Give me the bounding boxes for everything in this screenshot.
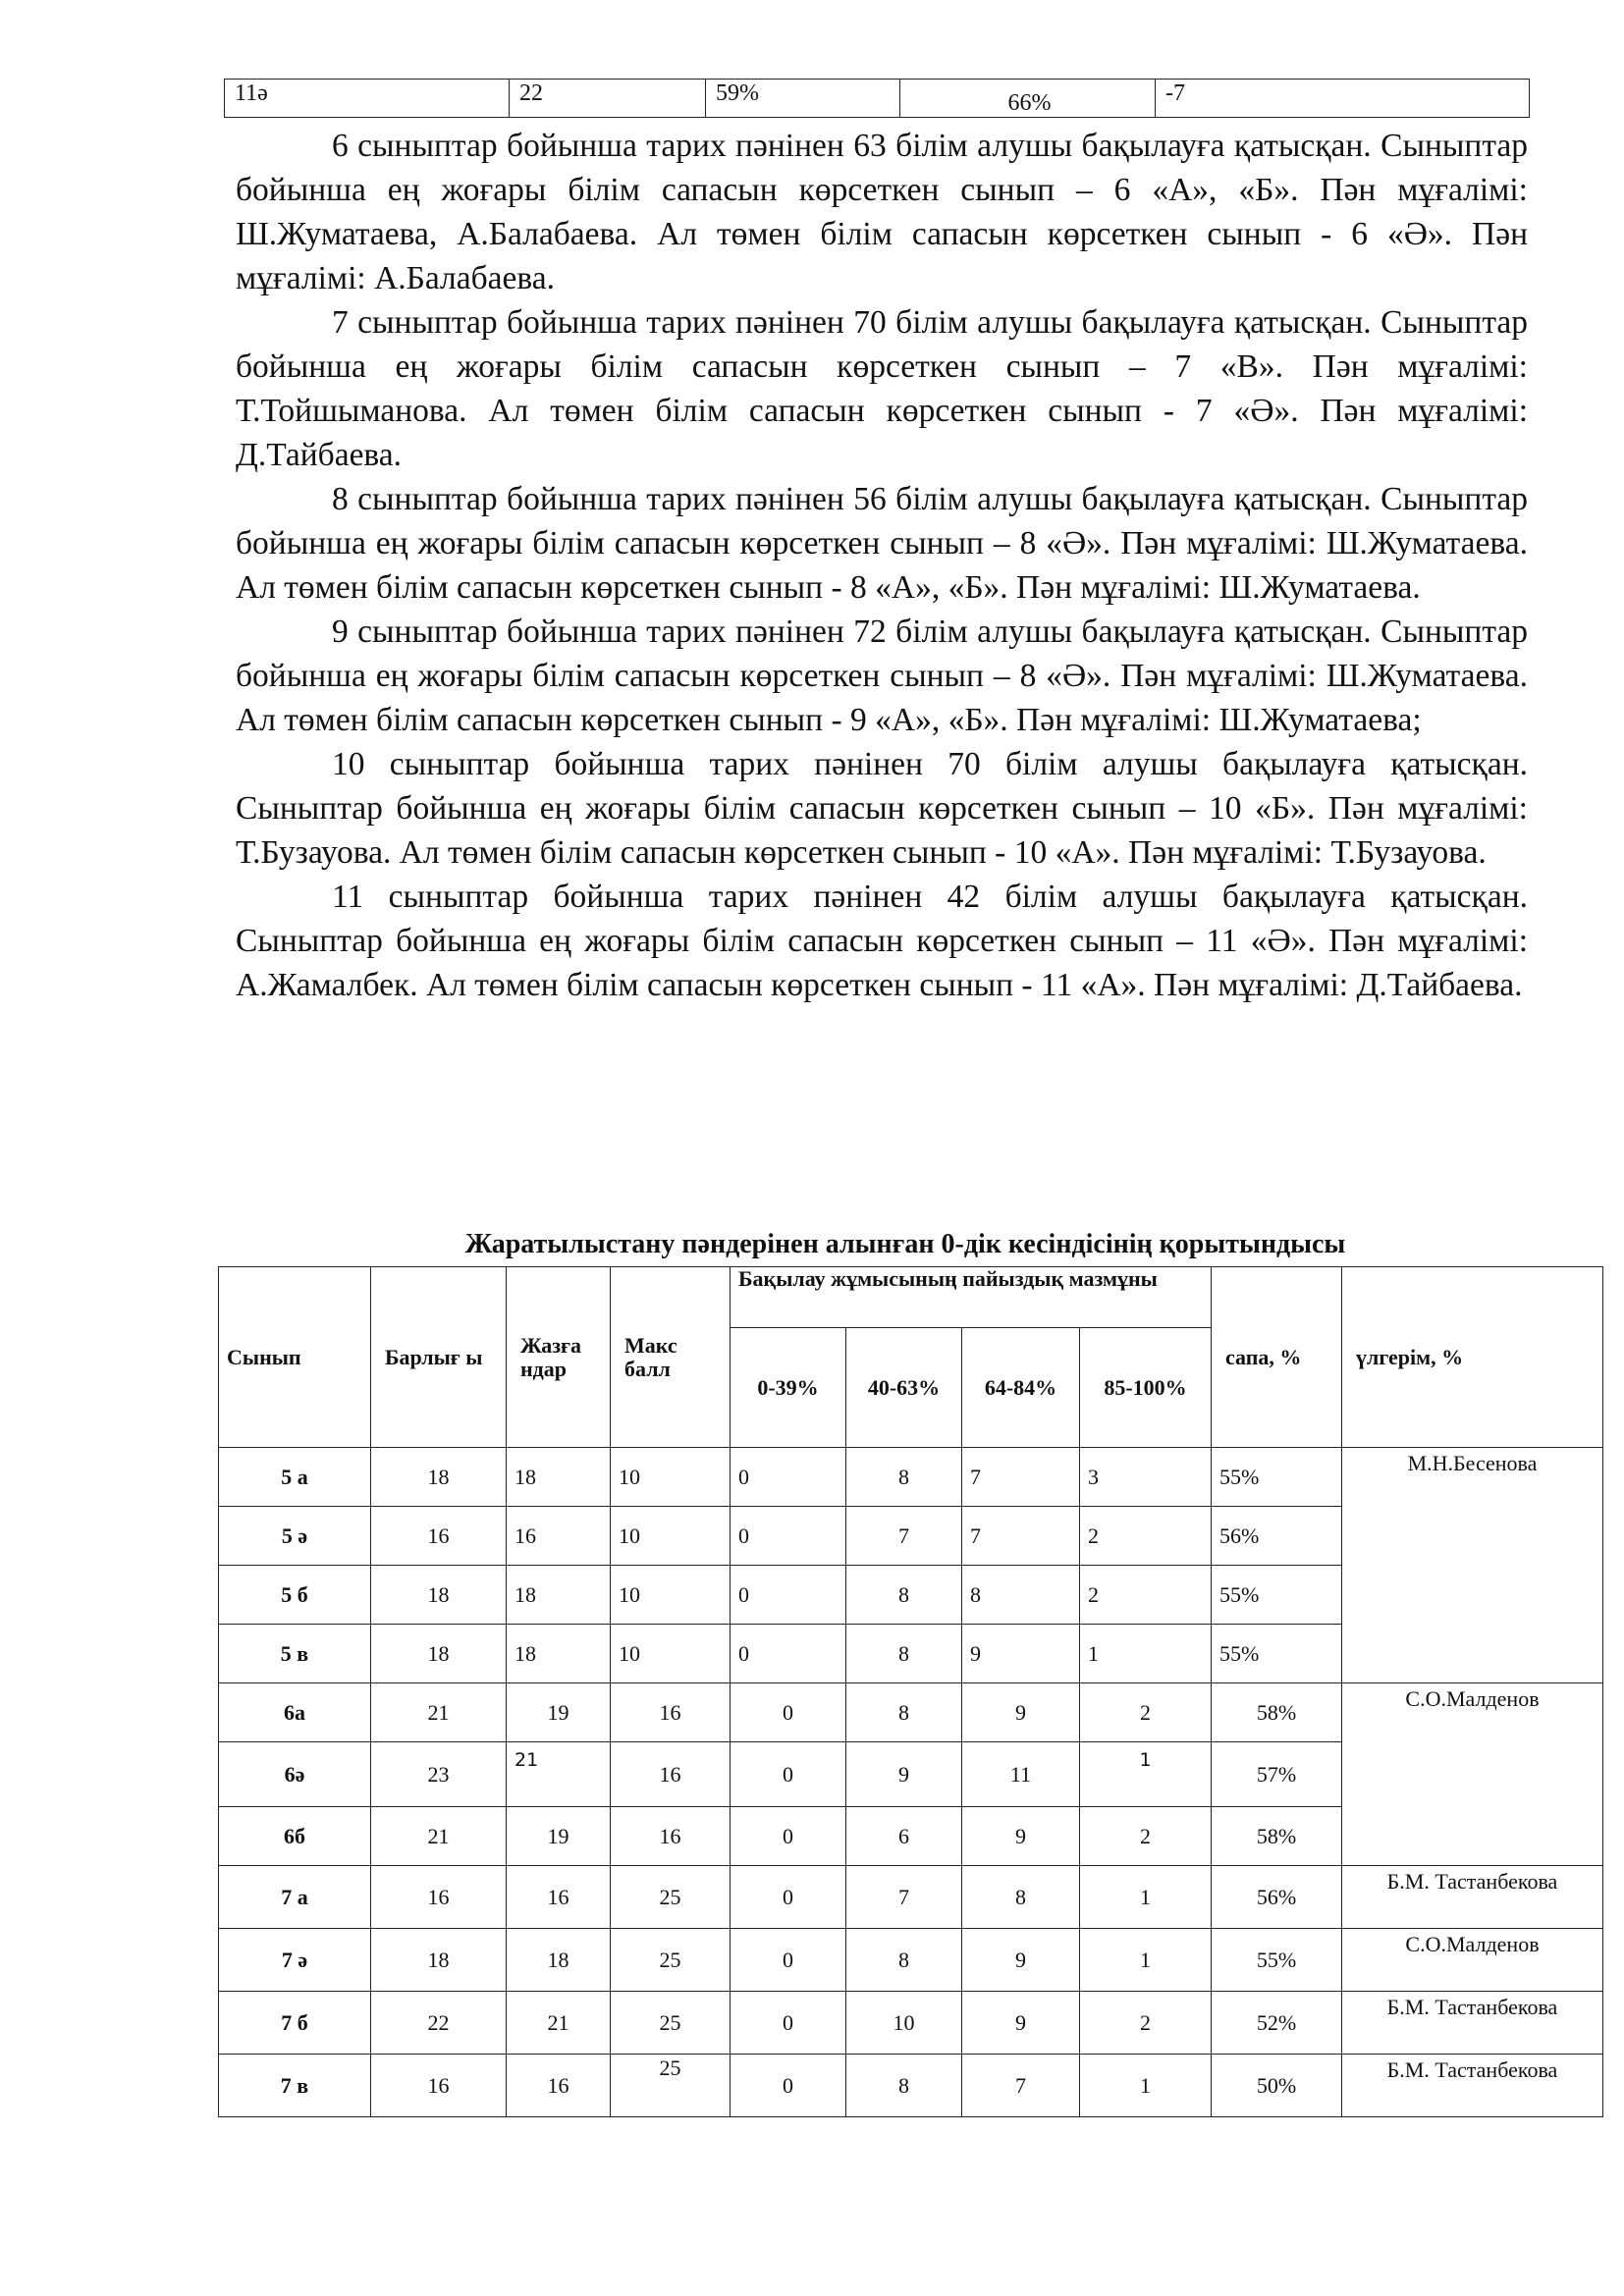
paragraph-grade-10: 10 сыныптар бойынша тарих пәнінен 70 білім алушы бақылауға қатысқан. Сыныптар бойынша ең жоғары білім сапасын көрсеткен сынып – 10 «Б». Пән мұғалімі: Т.Бузауова. Ал төмен білім сапасын көрсеткен сынып - 10 «А». Пән мұғалімі: Т.Бузауова. bbox=[236, 746, 1528, 871]
cell: 7 bbox=[962, 1507, 1080, 1566]
cell: 18 bbox=[507, 1448, 611, 1507]
cell: 7 bbox=[962, 2055, 1080, 2117]
cell: 0 bbox=[731, 1866, 846, 1929]
cell: 16 bbox=[371, 1866, 507, 1929]
cell: 23 bbox=[371, 1742, 507, 1807]
cell: 0 bbox=[731, 1929, 846, 1992]
cell: 2 bbox=[1080, 1566, 1212, 1625]
teacher-cell: С.О.Малденов bbox=[1342, 1683, 1603, 1866]
cell: 18 bbox=[371, 1929, 507, 1992]
cell: 0 bbox=[731, 1566, 846, 1625]
col-range: 0-39% bbox=[731, 1328, 846, 1448]
cell: 21 bbox=[371, 1807, 507, 1866]
table-row bbox=[219, 1929, 1603, 1992]
teacher-cell: С.О.Малденов bbox=[1342, 1929, 1603, 1992]
cell: 10 bbox=[611, 1625, 731, 1683]
cell-class: 7 б bbox=[219, 1992, 371, 2055]
table-row bbox=[219, 1992, 1603, 2055]
cell: 16 bbox=[611, 1807, 731, 1866]
cell: 6 bbox=[846, 1807, 962, 1866]
cell: 58% bbox=[1212, 1807, 1342, 1866]
previous-table-row bbox=[224, 79, 1530, 118]
cell: 2 bbox=[1080, 1992, 1212, 2055]
table-cell: 11ә bbox=[225, 80, 510, 118]
cell: 18 bbox=[507, 1929, 611, 1992]
cell: 1 bbox=[1080, 1929, 1212, 1992]
cell: 16 bbox=[507, 1507, 611, 1566]
cell: 10 bbox=[846, 1992, 962, 2055]
cell-class: 5 в bbox=[219, 1625, 371, 1683]
table-row bbox=[219, 1866, 1603, 1929]
col-wrote: Жазға ндар bbox=[507, 1267, 611, 1448]
cell: 9 bbox=[962, 1992, 1080, 2055]
cell: 21 bbox=[371, 1683, 507, 1742]
cell: 21 bbox=[507, 1742, 611, 1807]
cell-class: 5 б bbox=[219, 1566, 371, 1625]
cell: 0 bbox=[731, 1507, 846, 1566]
cell: 8 bbox=[962, 1866, 1080, 1929]
table-row bbox=[219, 1448, 1603, 1507]
paragraph-grade-7: 7 сыныптар бойынша тарих пәнінен 70 білім алушы бақылауға қатысқан. Сыныптар бойынша ең жоғары білім сапасын көрсеткен сынып – 7 «В». Пән мұғалімі: Т.Тойшыманова. Ал төмен білім сапасын көрсеткен сынып - 7 «Ә». Пән мұғалімі: Д.Тайбаева. bbox=[236, 304, 1528, 473]
cell: 9 bbox=[962, 1929, 1080, 1992]
cell: 9 bbox=[962, 1683, 1080, 1742]
cell: 0 bbox=[731, 1742, 846, 1807]
cell: 1 bbox=[1080, 1866, 1212, 1929]
cell: 0 bbox=[731, 1992, 846, 2055]
col-max: Макс балл bbox=[611, 1267, 731, 1448]
cell: 7 bbox=[846, 1866, 962, 1929]
cell: 9 bbox=[846, 1742, 962, 1807]
cell: 0 bbox=[731, 1448, 846, 1507]
cell: 8 bbox=[846, 1683, 962, 1742]
table-cell: 22 bbox=[510, 80, 706, 118]
paragraph-grade-6: 6 сыныптар бойынша тарих пәнінен 63 білім алушы бақылауға қатысқан. Сыныптар бойынша ең жоғары білім сапасын көрсеткен сынып – 6 «А», «Б». Пән мұғалімі: Ш.Жуматаева, А.Балабаева. Ал төмен білім сапасын көрсеткен сынып - 6 «Ә». Пән мұғалімі: А.Балабаева. bbox=[236, 128, 1528, 296]
table-row bbox=[225, 80, 1530, 118]
cell: 22 bbox=[371, 1992, 507, 2055]
cell-class: 5 а bbox=[219, 1448, 371, 1507]
table-row bbox=[219, 2055, 1603, 2117]
cell-class: 6а bbox=[219, 1683, 371, 1742]
cell: 52% bbox=[1212, 1992, 1342, 2055]
cell: 19 bbox=[507, 1807, 611, 1866]
cell-class: 6ә bbox=[219, 1742, 371, 1807]
cell: 18 bbox=[371, 1625, 507, 1683]
table-cell: -7 bbox=[1156, 80, 1530, 118]
col-progress: үлгерім, % bbox=[1342, 1267, 1603, 1448]
col-range: 85-100% bbox=[1080, 1328, 1212, 1448]
cell: 2 bbox=[1080, 1507, 1212, 1566]
cell: 10 bbox=[611, 1566, 731, 1625]
teacher-cell: Б.М. Тастанбекова bbox=[1342, 2055, 1603, 2117]
col-range: 64-84% bbox=[962, 1328, 1080, 1448]
teacher-cell: Б.М. Тастанбекова bbox=[1342, 1866, 1603, 1929]
cell: 18 bbox=[507, 1566, 611, 1625]
cell: 9 bbox=[962, 1625, 1080, 1683]
cell: 57% bbox=[1212, 1742, 1342, 1807]
col-quality: сапа, % bbox=[1212, 1267, 1342, 1448]
cell: 0 bbox=[731, 1683, 846, 1742]
cell: 50% bbox=[1212, 2055, 1342, 2117]
table-cell: 66% bbox=[900, 80, 1156, 118]
paragraph-grade-9: 9 сыныптар бойынша тарих пәнінен 72 білім алушы бақылауға қатысқан. Сыныптар бойынша ең жоғары білім сапасын көрсеткен сынып – 8 «Ә». Пән мұғалімі: Ш.Жуматаева. Ал төмен білім сапасын көрсеткен сынып - 9 «А», «Б». Пән мұғалімі: Ш.Жуматаева; bbox=[236, 614, 1528, 738]
cell: 21 bbox=[507, 1992, 611, 2055]
cell: 55% bbox=[1212, 1566, 1342, 1625]
col-class: Сынып bbox=[219, 1267, 371, 1448]
cell: 8 bbox=[846, 1929, 962, 1992]
cell: 58% bbox=[1212, 1683, 1342, 1742]
cell: 0 bbox=[731, 2055, 846, 2117]
cell: 25 bbox=[611, 1929, 731, 1992]
cell: 16 bbox=[507, 1866, 611, 1929]
report-text bbox=[236, 124, 1528, 1007]
cell: 2 bbox=[1080, 1683, 1212, 1742]
table-row bbox=[219, 1683, 1603, 1742]
cell-class: 7 ә bbox=[219, 1929, 371, 1992]
cell: 16 bbox=[611, 1683, 731, 1742]
cell: 8 bbox=[846, 1625, 962, 1683]
paragraph-grade-11: 11 сыныптар бойынша тарих пәнінен 42 білім алушы бақылауға қатысқан. Сыныптар бойынша ең жоғары білім сапасын көрсеткен сынып – 11 «Ә». Пән мұғалімі: А.Жамалбек. Ал төмен білім сапасын көрсеткен сынып - 11 «А». Пән мұғалімі: Д.Тайбаева. bbox=[236, 879, 1528, 1003]
cell: 7 bbox=[846, 1507, 962, 1566]
cell: 55% bbox=[1212, 1929, 1342, 1992]
cell: 18 bbox=[371, 1566, 507, 1625]
cell: 1 bbox=[1080, 2055, 1212, 2117]
cell-class: 5 ә bbox=[219, 1507, 371, 1566]
cell: 7 bbox=[962, 1448, 1080, 1507]
cell: 11 bbox=[962, 1742, 1080, 1807]
cell: 18 bbox=[507, 1625, 611, 1683]
cell: 18 bbox=[371, 1448, 507, 1507]
cell: 8 bbox=[846, 2055, 962, 2117]
cell: 3 bbox=[1080, 1448, 1212, 1507]
cell: 8 bbox=[962, 1566, 1080, 1625]
cell: 56% bbox=[1212, 1507, 1342, 1566]
paragraph-grade-8: 8 сыныптар бойынша тарих пәнінен 56 білім алушы бақылауға қатысқан. Сыныптар бойынша ең жоғары білім сапасын көрсеткен сынып – 8 «Ә». Пән мұғалімі: Ш.Жуматаева. Ал төмен білім сапасын көрсеткен сынып - 8 «А», «Б». Пән мұғалімі: Ш.Жуматаева. bbox=[236, 481, 1528, 606]
col-group-percent: Бақылау жұмысының пайыздық мазмұны bbox=[731, 1267, 1212, 1328]
cell: 16 bbox=[371, 2055, 507, 2117]
col-total: Барлығ ы bbox=[371, 1267, 507, 1448]
cell: 25 bbox=[611, 1992, 731, 2055]
cell: 10 bbox=[611, 1448, 731, 1507]
table-title: Жаратылыстану пәндерінен алынған 0-дік кесіндісінің қорытындысы bbox=[464, 1229, 1346, 1259]
cell: 8 bbox=[846, 1566, 962, 1625]
cell: 16 bbox=[371, 1507, 507, 1566]
cell: 9 bbox=[962, 1807, 1080, 1866]
cell: 0 bbox=[731, 1807, 846, 1866]
cell: 1 bbox=[1080, 1625, 1212, 1683]
teacher-cell: М.Н.Бесенова bbox=[1342, 1448, 1603, 1683]
teacher-cell: Б.М. Тастанбекова bbox=[1342, 1992, 1603, 2055]
cell: 55% bbox=[1212, 1448, 1342, 1507]
results-table bbox=[218, 1266, 1603, 2117]
cell: 16 bbox=[611, 1742, 731, 1807]
cell: 1 bbox=[1080, 1742, 1212, 1807]
cell: 19 bbox=[507, 1683, 611, 1742]
cell-class: 6б bbox=[219, 1807, 371, 1866]
cell: 25 bbox=[611, 1866, 731, 1929]
table-cell: 59% bbox=[706, 80, 900, 118]
cell-class: 7 в bbox=[219, 2055, 371, 2117]
cell: 2 bbox=[1080, 1807, 1212, 1866]
cell-class: 7 а bbox=[219, 1866, 371, 1929]
col-range: 40-63% bbox=[846, 1328, 962, 1448]
cell: 10 bbox=[611, 1507, 731, 1566]
cell: 56% bbox=[1212, 1866, 1342, 1929]
cell: 25 bbox=[611, 2055, 731, 2117]
cell: 0 bbox=[731, 1625, 846, 1683]
cell: 8 bbox=[846, 1448, 962, 1507]
header-row bbox=[219, 1267, 1603, 1328]
cell: 55% bbox=[1212, 1625, 1342, 1683]
cell: 16 bbox=[507, 2055, 611, 2117]
